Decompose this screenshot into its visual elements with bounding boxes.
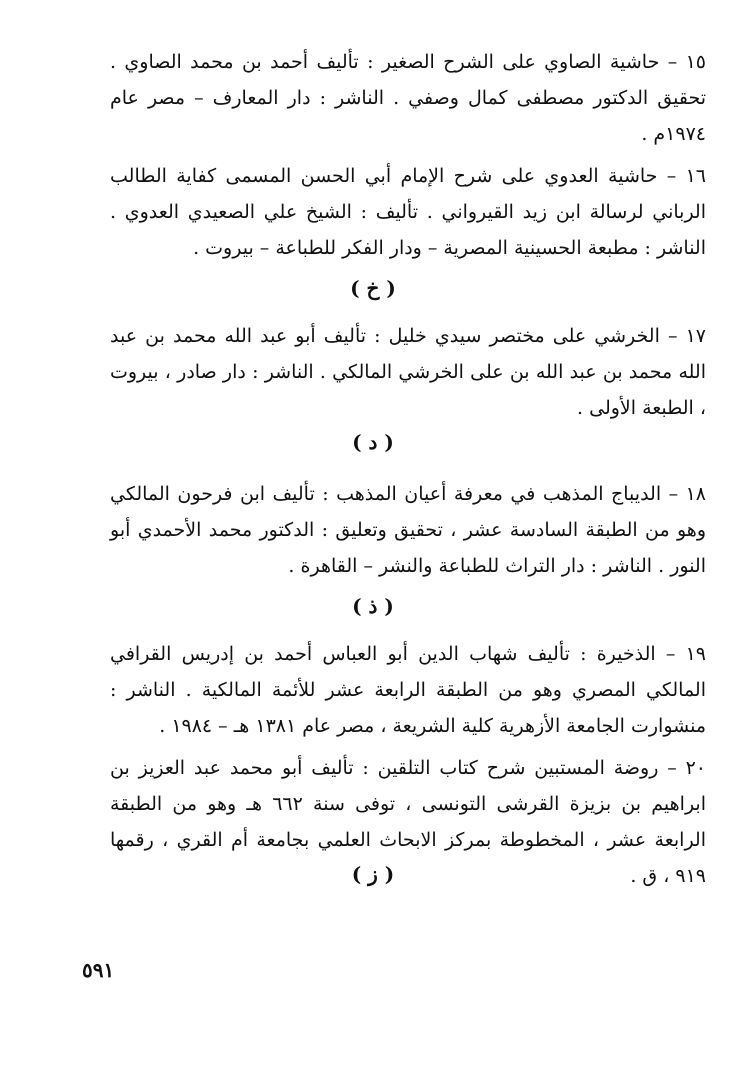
section-letter-dal: ( د ) xyxy=(352,430,394,454)
reference-entry-20: ٢٠ – روضة المستبين شرح كتاب التلقين : تأليف أبو محمد عبد العزيز بن ابراهيم بن بزيزة القرشى التونسى ، توفى سنة ٦٦٢ هـ وهو من الطبقة الرابعة عشر ، المخطوطة بمركز الابحاث العلمي بجامعة أم القري ، رقمها ٩١٩ ، ق . xyxy=(110,757,706,887)
section-letter-zay: ( ز ) xyxy=(351,862,395,886)
section-letter-dhal: ( ذ ) xyxy=(352,594,394,618)
section-letter-kha: ( خ ) xyxy=(350,276,396,300)
page-number: ٥٩١ xyxy=(82,958,115,982)
reference-entry-18: ١٨ – الديباج المذهب في معرفة أعيان المذهب : تأليف ابن فرحون المالكي وهو من الطبقة السادسة عشر ، تحقيق وتعليق : الدكتور محمد الأحمدي أبو النور . الناشر : دار التراث للطباعة والنشر – القاهرة . xyxy=(110,483,706,577)
reference-entry-19: ١٩ – الذخيرة : تأليف شهاب الدين أبو العباس أحمد بن إدريس القرافي المالكي المصري وهو من الطبقة الرابعة عشر للأئمة المالكية . الناشر : منشوارت الجامعة الأزهرية كلية الشريعة ، مصر عام ١٣٨١ هـ – ١٩٨٤ . xyxy=(110,643,706,737)
reference-entry-15: ١٥ – حاشية الصاوي على الشرح الصغير : تأليف أحمد بن محمد الصاوي . تحقيق الدكتور مصطفى كمال وصفي . الناشر : دار المعارف – مصر عام ١٩٧٤م . xyxy=(110,51,706,145)
reference-entry-16: ١٦ – حاشية العدوي على شرح الإمام أبي الحسن المسمى كفاية الطالب الرباني لرسالة ابن زيد القيرواني . تأليف : الشيخ علي الصعيدي العدوي . الناشر : مطبعة الحسينية المصرية – ودار الفكر للطباعة – بيروت . xyxy=(110,165,706,259)
reference-entry-17: ١٧ – الخرشي على مختصر سيدي خليل : تأليف أبو عبد الله محمد بن عبد الله محمد بن عبد الله بن على الخرشي المالكي . الناشر : دار صادر ، بيروت ، الطبعة الأولى . xyxy=(110,325,706,419)
